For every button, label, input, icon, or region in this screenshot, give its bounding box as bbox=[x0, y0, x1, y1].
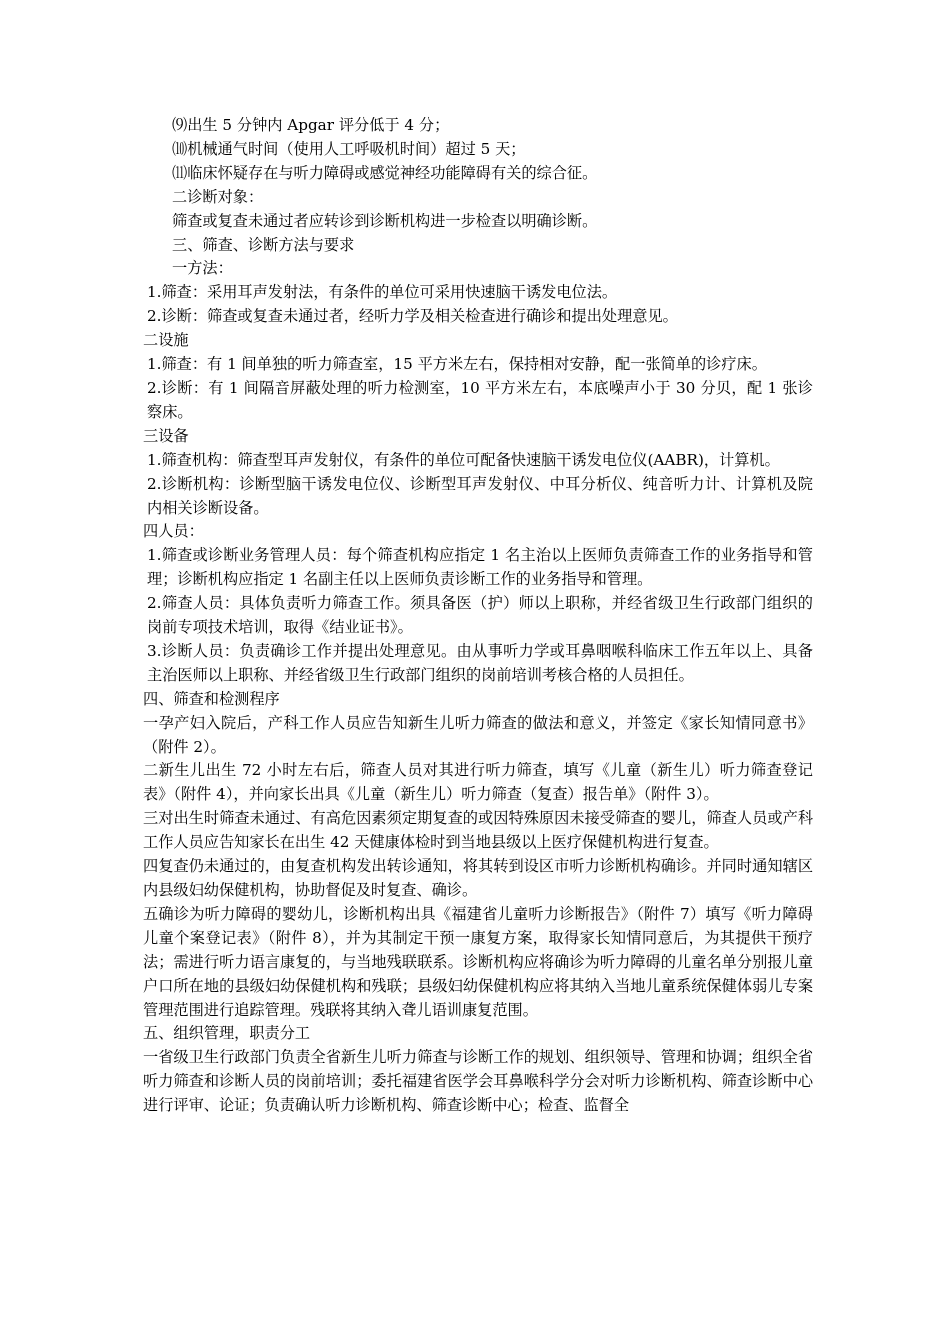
facility-item-2: 2.诊断：有 1 间隔音屏蔽处理的听力检测室，10 平方米左右，本底噪声小于 30 分贝，配 1 张诊察床。 bbox=[147, 378, 813, 421]
personnel-item-3: 3.诊断人员：负责确诊工作并提出处理意见。由从事听力学或耳鼻咽喉科临床工作五年以上、具备主治医师以上职称、并经省级卫生行政部门组织的岗前培训考核合格的人员担任。 bbox=[147, 641, 813, 684]
procedure-item-5: 五确诊为听力障碍的婴幼儿，诊断机构出具《福建省儿童听力诊断报告》（附件 7）填写《听力障碍儿童个案登记表》（附件 8），并为其制定干预一康复方案，取得家长知情同意后，为其提供干预疗法；需进行听力语言康复的，与当地残联联系。诊断机构应将确诊为听力障碍的儿童名单分别报儿童户口所在地的县级妇幼保健机构和残联；县级妇幼保健机构应将其纳入当地儿童系统保健体弱儿专案管理范围进行追踪管理。残联将其纳入聋儿语训康复范围。 bbox=[143, 904, 813, 1019]
procedure-item-4: 四复查仍未通过的，由复查机构发出转诊通知，将其转到设区市听力诊断机构确诊。并同时通知辖区内县级妇幼保健机构，协助督促及时复查、确诊。 bbox=[143, 857, 813, 899]
equipment-item-1: 1.筛查机构：筛查型耳声发射仪，有条件的单位可配备快速脑干诱发电位仪(AABR)，计算机。 bbox=[147, 450, 780, 469]
personnel-item-2: 2.筛查人员：具体负责听力筛查工作。须具备医（护）师以上职称，并经省级卫生行政部门组织的岗前专项技术培训，取得《结业证书》。 bbox=[147, 594, 813, 637]
paragraph-diagnosis-target: 筛查或复查未通过者应转诊到诊断机构进一步检查以明确诊断。 bbox=[172, 211, 598, 230]
method-item-1: 1.筛查：采用耳声发射法，有条件的单位可采用快速脑干诱发电位法。 bbox=[147, 283, 618, 302]
heading-facilities: 二设施 bbox=[143, 331, 189, 350]
management-item-1: 一省级卫生行政部门负责全省新生儿听力筛查与诊断工作的规划、组织领导、管理和协调；组织全省听力筛查和诊断人员的岗前培训；委托福建省医学会耳鼻喉科学分会对听力诊断机构、筛查诊断中心进行评审、论证；负责确认听力诊断机构、筛查诊断中心；检查、监督全 bbox=[143, 1048, 813, 1115]
equipment-item-2: 2.诊断机构：诊断型脑干诱发电位仪、诊断型耳声发射仪、中耳分析仪、纯音听力计、计算机及院内相关诊断设备。 bbox=[147, 474, 813, 517]
list-item-9: ⑼出生 5 分钟内 Apgar 评分低于 4 分； bbox=[172, 116, 450, 134]
section-heading-3: 三、筛查、诊断方法与要求 bbox=[172, 235, 355, 254]
facility-item-1: 1.筛查：有 1 间单独的听力筛查室，15 平方米左右，保持相对安静，配一张简单的诊疗床。 bbox=[147, 355, 767, 374]
personnel-item-1: 1.筛查或诊断业务管理人员：每个筛查机构应指定 1 名主治以上医师负责筛查工作的业务指导和管理；诊断机构应指定 1 名副主任以上医师负责诊断工作的业务指导和管理。 bbox=[147, 546, 813, 589]
procedure-item-3: 三对出生时筛查未通过、有高危因素须定期复查的或因特殊原因未接受筛查的婴儿，筛查人员或产科工作人员应告知家长在出生 42 天健康体检时到当地县级以上医疗保健机构进行复查。 bbox=[143, 809, 813, 852]
heading-method: 一方法： bbox=[172, 259, 233, 278]
heading-equipment: 三设备 bbox=[143, 426, 189, 445]
heading-personnel: 四人员： bbox=[143, 522, 204, 541]
heading-diagnosis-target: 二诊断对象： bbox=[172, 187, 264, 206]
section-heading-4: 四、筛查和检测程序 bbox=[143, 689, 280, 708]
list-item-11: ⑾临床怀疑存在与听力障碍或感觉神经功能障碍有关的综合征。 bbox=[172, 163, 598, 182]
document-body bbox=[143, 114, 813, 1118]
list-item-10: ⑽机械通气时间（使用人工呼吸机时间）超过 5 天； bbox=[172, 139, 526, 158]
method-item-2: 2.诊断：筛查或复查未通过者，经听力学及相关检查进行确诊和提出处理意见。 bbox=[147, 307, 678, 326]
section-heading-5: 五、组织管理，职责分工 bbox=[143, 1024, 311, 1043]
procedure-item-1: 一孕产妇入院后，产科工作人员应告知新生儿听力筛查的做法和意义，并签定《家长知情同意书》（附件 2）。 bbox=[143, 713, 813, 756]
procedure-item-2: 二新生儿出生 72 小时左右后，筛查人员对其进行听力筛查，填写《儿童（新生儿）听力筛查登记表》（附件 4），并向家长出具《儿童（新生儿）听力筛查（复查）报告单》（附件 3）。 bbox=[143, 761, 813, 804]
